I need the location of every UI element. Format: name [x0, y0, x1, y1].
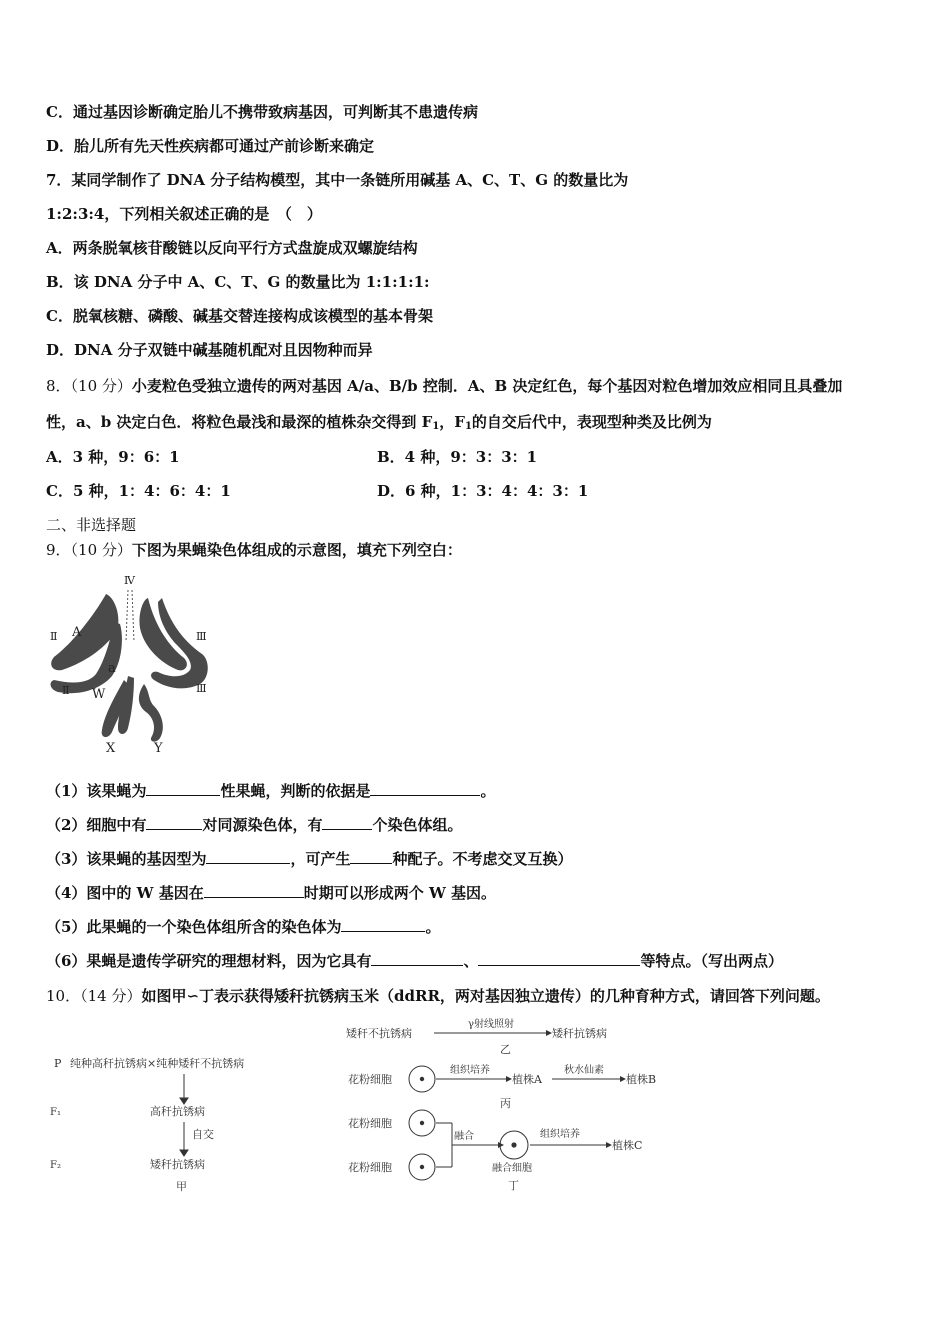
q9-text: 对同源染色体，有 [202, 816, 323, 834]
answer-blank[interactable] [146, 815, 202, 830]
q7-option-b: B．该 DNA 分子中 A、C、T、G 的数量比为 1:1:1:1: [46, 273, 430, 291]
ding-method-text: 组织培养 [540, 1129, 580, 1140]
q9-text: 、 [463, 952, 479, 970]
q8-number: 8．（10 分） [46, 377, 132, 395]
q9-part-6 [46, 951, 783, 971]
diagram-name-ding: 丁 [508, 1179, 519, 1192]
q9-text: 个染色体组。 [372, 816, 463, 834]
subscript: 1 [432, 421, 440, 432]
ding-cell1-text: 花粉细胞 [348, 1117, 392, 1130]
answer-blank[interactable] [370, 781, 480, 796]
label-ii-top: Ⅱ [50, 630, 58, 643]
q7-option-c: C．脱氧核糖、磷酸、碱基交替连接构成该模型的基本骨架 [46, 307, 433, 325]
f2-text: 矮秆抗锈病 [150, 1158, 205, 1171]
q6-option-d: D．胎儿所有先天性疾病都可通过产前诊断来确定 [46, 137, 375, 155]
q9-stem [46, 540, 462, 560]
yi-to-text: 矮秆抗锈病 [552, 1027, 607, 1040]
section-heading: 二、非选择题 [46, 516, 137, 534]
answer-blank[interactable] [478, 951, 640, 966]
q9-text: ，可产生 [290, 850, 351, 868]
q9-text: （6）果蝇是遗传学研究的理想材料，因为它具有 [46, 952, 372, 970]
answer-blank[interactable] [204, 883, 304, 898]
yi-method-text: γ射线照射 [468, 1019, 514, 1030]
chromosome-y [139, 684, 163, 742]
ding-fused-cell-text: 融合细胞 [492, 1163, 532, 1174]
bing-plant-b-text: 植株B [626, 1073, 657, 1086]
bing-method1-text: 组织培养 [450, 1065, 490, 1076]
answer-blank[interactable] [371, 951, 463, 966]
q9-text: 。 [480, 782, 496, 800]
label-iii-bottom: Ⅲ [196, 682, 207, 695]
q7-option-a: A．两条脱氧核苷酸链以反向平行方式盘旋成双螺旋结构 [46, 239, 418, 257]
fruit-fly-chromosome-figure [44, 572, 224, 762]
bing-plant-a-text: 植株A [512, 1073, 542, 1086]
q9-text: 等特点。（写出两点） [640, 952, 783, 970]
q10-number: 10．（14 分） [46, 987, 142, 1005]
breeding-diagram-yi-bing-ding [340, 1015, 670, 1200]
label-f1: F₁ [50, 1107, 61, 1118]
diagram-name-yi: 乙 [500, 1043, 511, 1056]
q8-stem-part: 的自交后代中，表现型种类及比例为 [471, 413, 712, 431]
answer-blank[interactable] [350, 849, 392, 864]
q9-part-5 [46, 917, 440, 937]
q9-text: 性果蝇，判断的依据是 [220, 782, 371, 800]
ding-plant-c-text: 植株C [612, 1139, 643, 1152]
q9-part-1 [46, 781, 495, 801]
p-cross-text: 纯种高秆抗锈病×纯种矮秆不抗锈病 [70, 1057, 245, 1070]
diagram-name-jia: 甲 [176, 1180, 187, 1193]
q7-stem-line2: 1:2:3:4，下列相关叙述正确的是 （ ） [46, 205, 322, 223]
q8-option-b: B．4 种，9：3：3：1 [377, 448, 538, 466]
label-x: X [106, 741, 116, 756]
label-gene-a-lower: a [108, 661, 116, 676]
q9-text: （5）此果蝇的一个染色体组所含的染色体为 [46, 918, 342, 936]
q8-option-c: C．5 种，1：4：6：4：1 [46, 482, 231, 500]
q10-stem-text: 如图甲∽丁表示获得矮秆抗锈病玉米（ddRR，两对基因独立遗传）的几种育种方式，请回答下列问题。 [141, 987, 830, 1005]
answer-blank[interactable] [322, 815, 372, 830]
q6-option-c: C．通过基因诊断确定胎儿不携带致病基因，可判断其不患遗传病 [46, 103, 478, 121]
q8-stem-line2 [46, 412, 712, 437]
q9-number: 9．（10 分） [46, 541, 132, 559]
q8-stem-line1 [46, 376, 842, 396]
q9-text: （2）细胞中有 [46, 816, 147, 834]
label-iii-top: Ⅲ [196, 630, 207, 643]
q9-part-3 [46, 849, 572, 869]
q8-option-d: D．6 种，1：3：4：4：3：1 [377, 482, 589, 500]
label-y: Y [154, 741, 163, 756]
label-f2: F₂ [50, 1160, 61, 1171]
ding-fuse-text: 融合 [454, 1131, 474, 1142]
q9-text: （3）该果蝇的基因型为 [46, 850, 207, 868]
bing-cell-text: 花粉细胞 [348, 1073, 392, 1086]
label-gene-w: W [92, 687, 106, 702]
q9-text: 时期可以形成两个 W 基因。 [303, 884, 497, 902]
q9-part-4 [46, 883, 496, 903]
label-iv: Ⅳ [124, 574, 135, 587]
q9-part-2 [46, 815, 462, 835]
q9-text: 。 [425, 918, 441, 936]
ding-cell2-text: 花粉细胞 [348, 1161, 392, 1174]
q9-text: 种配子。不考虑交叉互换） [392, 850, 573, 868]
f1-text: 高秆抗锈病 [150, 1105, 205, 1118]
answer-blank[interactable] [206, 849, 290, 864]
label-gene-a-upper: A [72, 625, 82, 640]
q7-stem-line1: 7．某同学制作了 DNA 分子结构模型，其中一条链所用碱基 A、C、T、G 的数量比为 [46, 171, 629, 189]
q9-text: （1）该果蝇为 [46, 782, 147, 800]
q10-stem [46, 986, 830, 1006]
diagram-name-bing: 丙 [500, 1097, 511, 1110]
label-ii-bottom: Ⅱ [62, 684, 70, 697]
answer-blank[interactable] [341, 917, 425, 932]
answer-blank[interactable] [146, 781, 220, 796]
q8-option-a: A．3 种，9：6：1 [46, 448, 180, 466]
q8-stem-part: ，F [439, 413, 465, 431]
q8-stem-text: 小麦粒色受独立遗传的两对基因 A/a、B/b 控制．A、B 决定红色，每个基因对粒色增加效应相同且具叠加 [131, 377, 843, 395]
bing-method2-text: 秋水仙素 [564, 1065, 604, 1076]
self-cross-text: 自交 [192, 1128, 214, 1141]
q9-text: （4）图中的 W 基因在 [46, 884, 204, 902]
subscript: 1 [464, 421, 472, 432]
breeding-diagram-jia [46, 1050, 316, 1200]
label-p: P [54, 1057, 62, 1070]
yi-from-text: 矮秆不抗锈病 [346, 1027, 412, 1040]
q7-option-d: D．DNA 分子双链中碱基随机配对且因物种而异 [46, 341, 373, 359]
q9-stem-text: 下图为果蝇染色体组成的示意图，填充下列空白： [131, 541, 462, 559]
q8-stem-part: 性，a、b 决定白色．将粒色最浅和最深的植株杂交得到 F [46, 413, 433, 431]
